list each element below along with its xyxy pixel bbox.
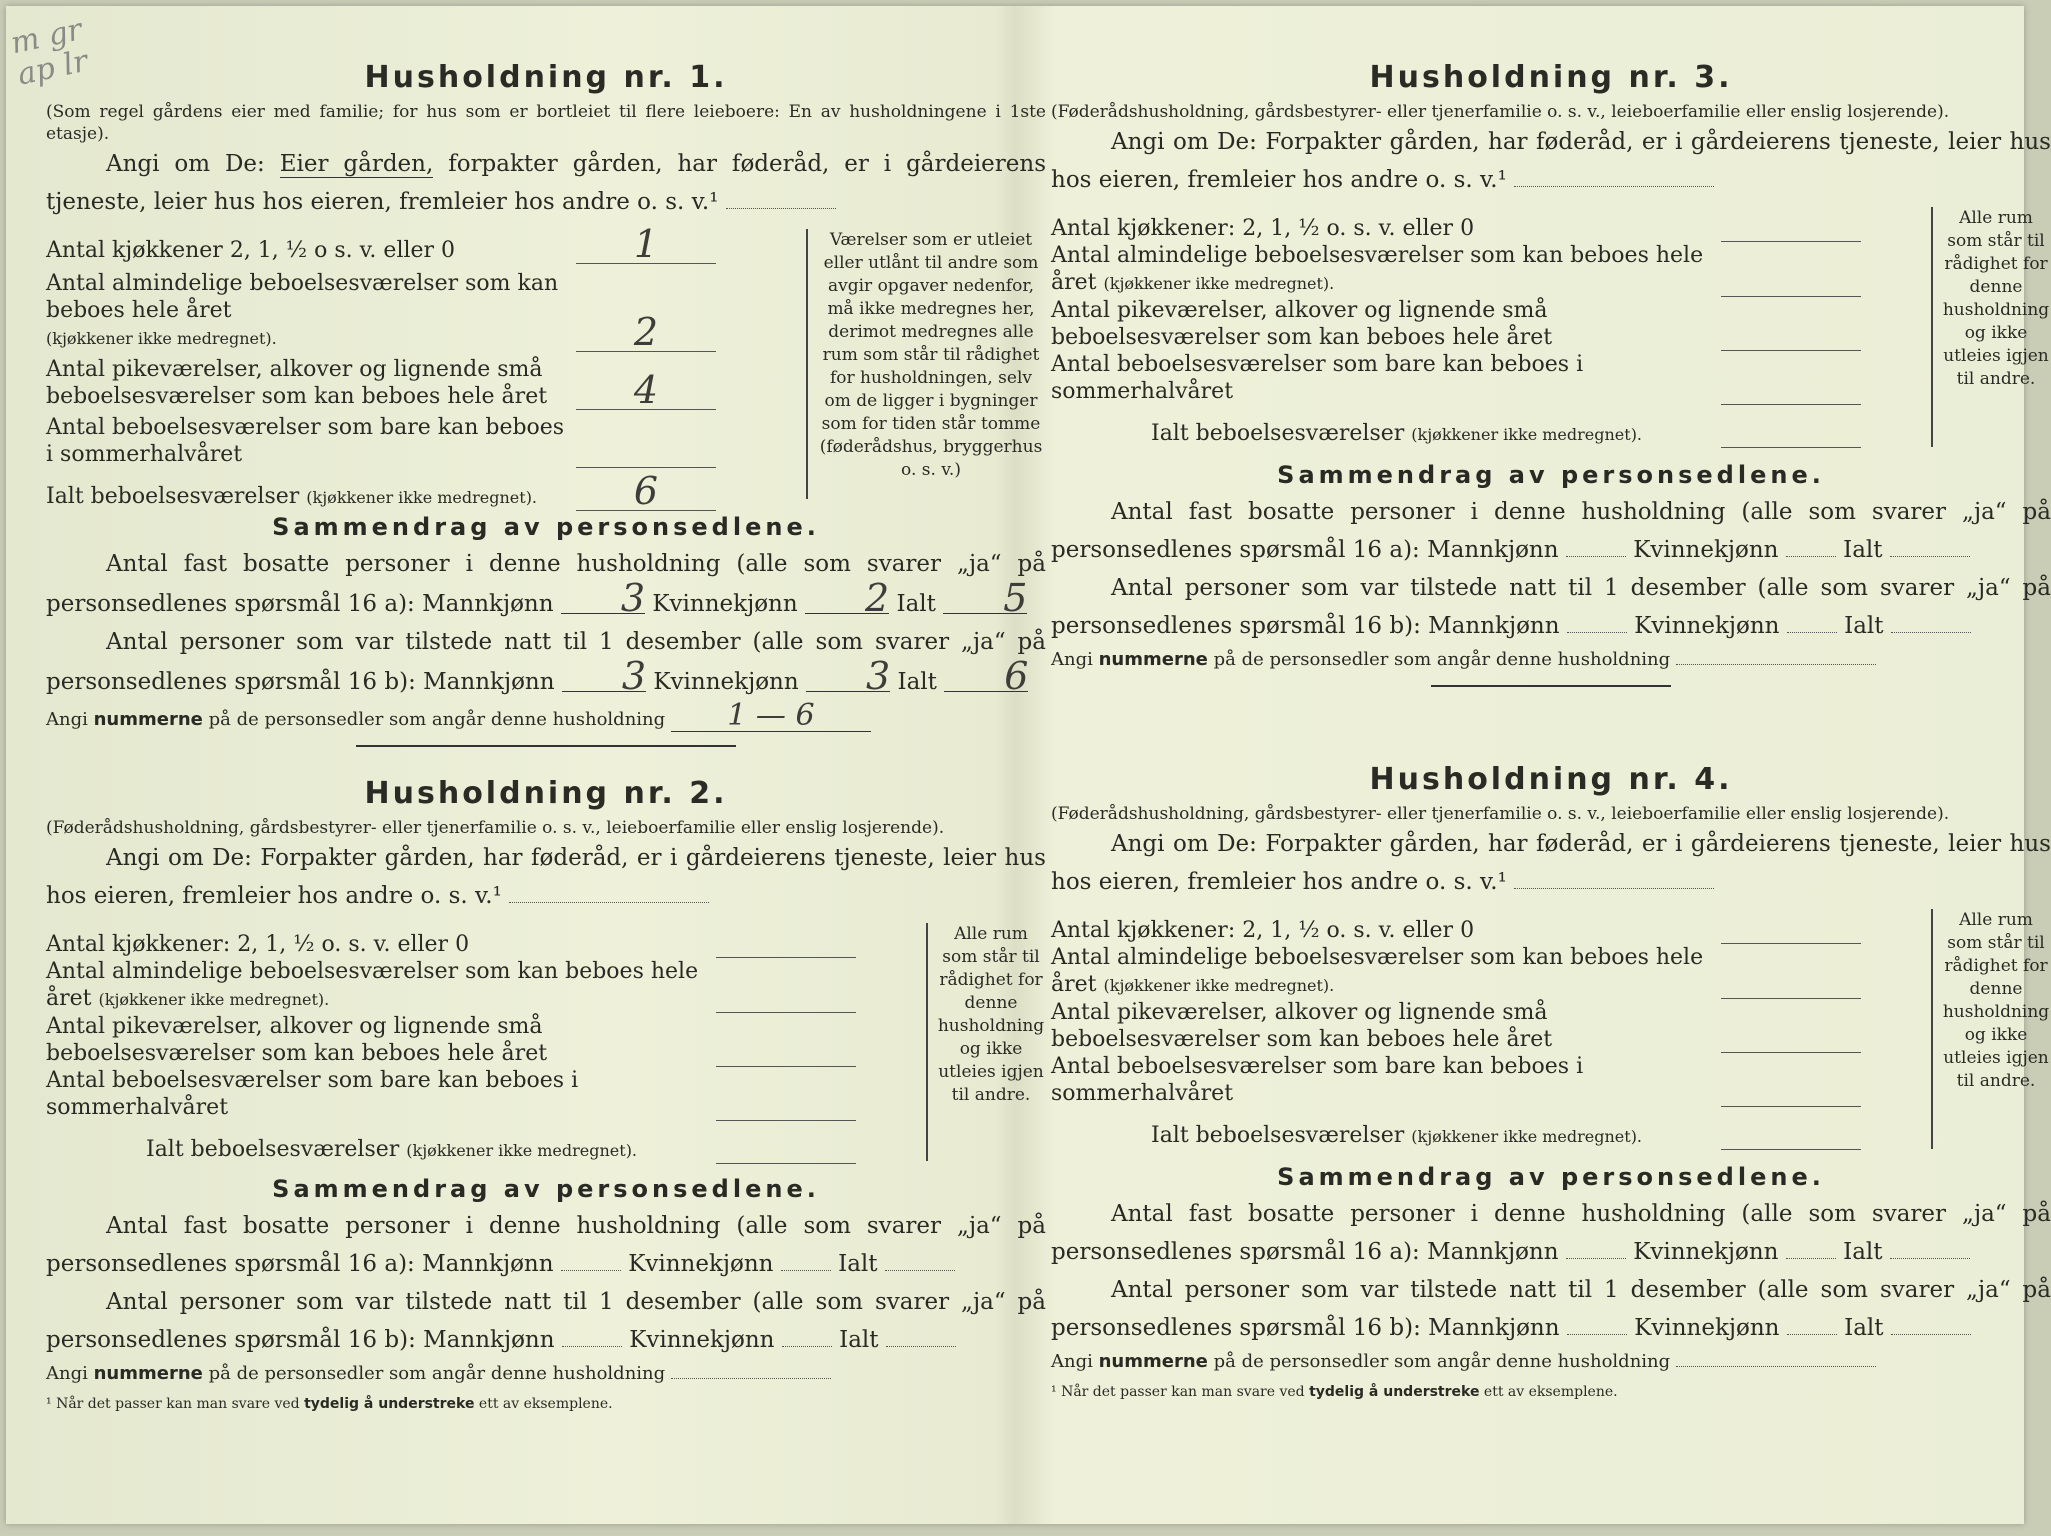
household-4-row-small-rooms: Antal pikeværelser, alkover og lignende små beboelsesværelser som kan beboes hele året [1051,999,1861,1053]
household-3-rooms [1051,207,2051,447]
household-1-row-total: Ialt beboelsesværelser (kjøkkener ikke medregnet). 6 [46,476,716,511]
household-1-total-value: 6 [576,476,716,511]
household-3-title: Husholdning nr. 3. [1369,60,1733,95]
household-4-nummer: Angi nummerne på de personsedler som angår denne husholdning [1051,1347,2051,1377]
household-4-row-total: Ialt beboelsesværelser (kjøkkener ikke medregnet). [1051,1115,1861,1150]
household-2-row-small-rooms: Antal pikeværelser, alkover og lignende små beboelsesværelser som kan beboes hele året [46,1013,856,1067]
household-4-angi: Angi om De: Forpakter gården, har føderåd, er i gårdeierens tjeneste, leier hus hos eieren, fremleier hos andre o. s. v.¹ [1051,831,2051,895]
household-1-16a-total: 5 [943,583,1027,614]
household-2-subtitle: (Føderådshusholdning, gårdsbestyrer- eller tjenerfamilie o. s. v., leieboerfamilie eller enslig losjerende). [46,818,945,838]
household-3-row-small-rooms: Antal pikeværelser, alkover og lignende små beboelsesværelser som kan beboes hele året [1051,297,1861,351]
household-2 [46,776,1046,1413]
household-1-row-summer: Antal beboelsesværelser som bare kan beboes i sommerhalvåret [46,414,716,468]
household-3-row-kitchens: Antal kjøkkener: 2, 1, ½ o. s. v. eller 0 [1051,207,1861,242]
household-2-rooms [46,923,1046,1161]
household-1-p16b: Antal personer som var tilstede natt til 1 desember (alle som svarer „ja“ på personsedlenes spørsmål 16 b): Mannkjønn 3 Kvinnekjønn 3 Ialt 6 [46,629,1046,698]
household-2-row-total: Ialt beboelsesværelser (kjøkkener ikke medregnet). [46,1129,856,1164]
household-1-nummer-value: 1 — 6 [671,701,871,732]
household-1-row-kitchens: Antal kjøkkener 2, 1, ½ o s. v. eller 0 1 [46,229,716,264]
household-3-subtitle: (Føderådshusholdning, gårdsbestyrer- eller tjenerfamilie o. s. v., leieboerfamilie eller enslig losjerende). [1051,102,1950,122]
household-3-summary-title: Sammendrag av personsedlene. [1277,461,1825,489]
household-1-angi-line [726,207,836,209]
household-1 [46,60,1046,757]
household-2-row-ordinary: Antal almindelige beboelsesværelser som kan beboes hele året (kjøkkener ikke medregnet). [46,958,856,1013]
household-3-row-total: Ialt beboelsesværelser (kjøkkener ikke medregnet). [1051,413,1861,448]
household-2-ordinary-value [716,978,856,1013]
household-4-brace-note: Alle rum som står til rådighet for denne husholdning og ikke utleies igjen til andre. [1931,909,2051,1149]
household-4-row-kitchens: Antal kjøkkener: 2, 1, ½ o. s. v. eller 0 [1051,909,1861,944]
household-4-p16a: Antal fast bosatte personer i denne husholdning (alle som svarer „ja“ på personsedlenes spørsmål 16 a): Mannkjønn Kvinnekjønn Ialt [1051,1201,2051,1265]
household-3-angi: Angi om De: Forpakter gården, har føderåd, er i gårdeierens tjeneste, leier hus hos eieren, fremleier hos andre o. s. v.¹ [1051,129,2051,193]
household-1-nummer: Angi nummerne på de personsedler som angår denne husholdning 1 — 6 [46,701,1046,735]
household-2-title: Husholdning nr. 2. [364,776,728,811]
household-4-subtitle: (Føderådshusholdning, gårdsbestyrer- eller tjenerfamilie o. s. v., leieboerfamilie eller enslig losjerende). [1051,804,1950,824]
pencil-margin-note: m gr ap lr [7,12,91,93]
household-2-p16b: Antal personer som var tilstede natt til 1 desember (alle som svarer „ja“ på personsedlenes spørsmål 16 b): Mannkjønn Kvinnekjønn Ialt [46,1289,1046,1353]
household-2-summary-title: Sammendrag av personsedlene. [272,1175,820,1203]
household-1-16b-total: 6 [944,661,1028,692]
household-2-total-value [716,1129,856,1164]
household-1-summary-title: Sammendrag av personsedlene. [272,513,820,541]
household-1-16a-female: 2 [805,583,889,614]
household-2-row-kitchens: Antal kjøkkener: 2, 1, ½ o. s. v. eller 0 [46,923,856,958]
household-3 [1051,60,2051,697]
household-3-p16b: Antal personer som var tilstede natt til 1 desember (alle som svarer „ja“ på personsedlenes spørsmål 16 b): Mannkjønn Kvinnekjønn Ialt [1051,575,2051,639]
household-1-angi: Angi om De: Eier gården, forpakter gården, har føderåd, er i gårdeierens tjeneste, leier hus hos eieren, fremleier hos andre o. s. v.¹ [46,151,1047,215]
household-4-p16b: Antal personer som var tilstede natt til 1 desember (alle som svarer „ja“ på personsedlenes spørsmål 16 b): Mannkjønn Kvinnekjønn Ialt [1051,1277,2051,1341]
household-1-summer-value [576,433,716,468]
household-1-small-rooms-value: 4 [576,375,716,410]
household-1-row-small-rooms: Antal pikeværelser, alkover og lignende små beboelsesværelser som kan beboes hele året 4 [46,356,716,410]
divider-rule [356,745,736,747]
household-1-ordinary-value: 2 [576,317,716,352]
household-2-row-summer: Antal beboelsesværelser som bare kan beboes i sommerhalvåret [46,1067,856,1121]
household-2-brace-note: Alle rum som står til rådighet for denne husholdning og ikke utleies igjen til andre. [926,923,1046,1161]
household-2-p16a: Antal fast bosatte personer i denne husholdning (alle som svarer „ja“ på personsedlenes spørsmål 16 a): Mannkjønn Kvinnekjønn Ialt [46,1213,1046,1277]
footnote-left: ¹ Når det passer kan man svare ved tydelig å understreke ett av eksemplene. [46,1396,613,1412]
household-1-16b-male: 3 [562,661,646,692]
household-3-brace-note: Alle rum som står til rådighet for denne husholdning og ikke utleies igjen til andre. [1931,207,2051,447]
household-3-nummer: Angi nummerne på de personsedler som angår denne husholdning [1051,645,2051,675]
right-page [1051,6,2051,1524]
household-1-subtitle: (Som regel gårdens eier med familie; for hus som er bortleiet til flere leieboere: En av husholdningene i 1ste etasje). [46,102,1046,144]
household-4 [1051,762,2051,1401]
divider-rule [1431,685,1671,687]
household-2-small-rooms-value [716,1032,856,1067]
household-1-kitchens-value: 1 [576,229,716,264]
household-2-angi-line [509,901,709,903]
household-3-row-ordinary: Antal almindelige beboelsesværelser som kan beboes hele året (kjøkkener ikke medregnet). [1051,242,1861,297]
household-4-row-ordinary: Antal almindelige beboelsesværelser som kan beboes hele året (kjøkkener ikke medregnet). [1051,944,1861,999]
household-2-summer-value [716,1086,856,1121]
form-spread [6,6,2051,1524]
household-4-summary-title: Sammendrag av personsedlene. [1277,1163,1825,1191]
household-1-title: Husholdning nr. 1. [364,60,728,95]
household-1-eier-underlined: Eier gården, [279,151,434,177]
household-1-16b-female: 3 [806,661,890,692]
footnote-right: ¹ Når det passer kan man svare ved tydelig å understreke ett av eksemplene. [1051,1384,1618,1400]
household-4-title: Husholdning nr. 4. [1369,762,1733,797]
household-1-row-ordinary: Antal almindelige beboelsesværelser som kan beboes hele året (kjøkkener ikke medregnet). 2 [46,270,716,352]
household-3-p16a: Antal fast bosatte personer i denne husholdning (alle som svarer „ja“ på personsedlenes spørsmål 16 a): Mannkjønn Kvinnekjønn Ialt [1051,499,2051,563]
household-4-rooms [1051,909,2051,1149]
household-2-nummer: Angi nummerne på de personsedler som angår denne husholdning [46,1359,1046,1389]
household-4-row-summer: Antal beboelsesværelser som bare kan beboes i sommerhalvåret [1051,1053,1861,1107]
household-3-row-summer: Antal beboelsesværelser som bare kan beboes i sommerhalvåret [1051,351,1861,405]
household-2-kitchens-value [716,923,856,958]
household-1-brace-note: Værelser som er utleiet eller utlånt til andre som avgir opgaver nedenfor, må ikke medregnes her, derimot medregnes alle rum som står til rådighet for husholdningen, selv om de ligger i bygninger som for tiden står tomme (føderådshus, bryggerhus o. s. v.) [806,229,1046,499]
left-page [46,6,1046,1524]
household-1-p16a: Antal fast bosatte personer i denne husholdning (alle som svarer „ja“ på personsedlenes spørsmål 16 a): Mannkjønn 3 Kvinnekjønn 2 Ialt 5 [46,551,1046,620]
household-2-angi: Angi om De: Forpakter gården, har føderåd, er i gårdeierens tjeneste, leier hus hos eieren, fremleier hos andre o. s. v.¹ [46,845,1046,909]
household-1-16a-male: 3 [561,583,645,614]
household-1-rooms [46,222,1046,513]
